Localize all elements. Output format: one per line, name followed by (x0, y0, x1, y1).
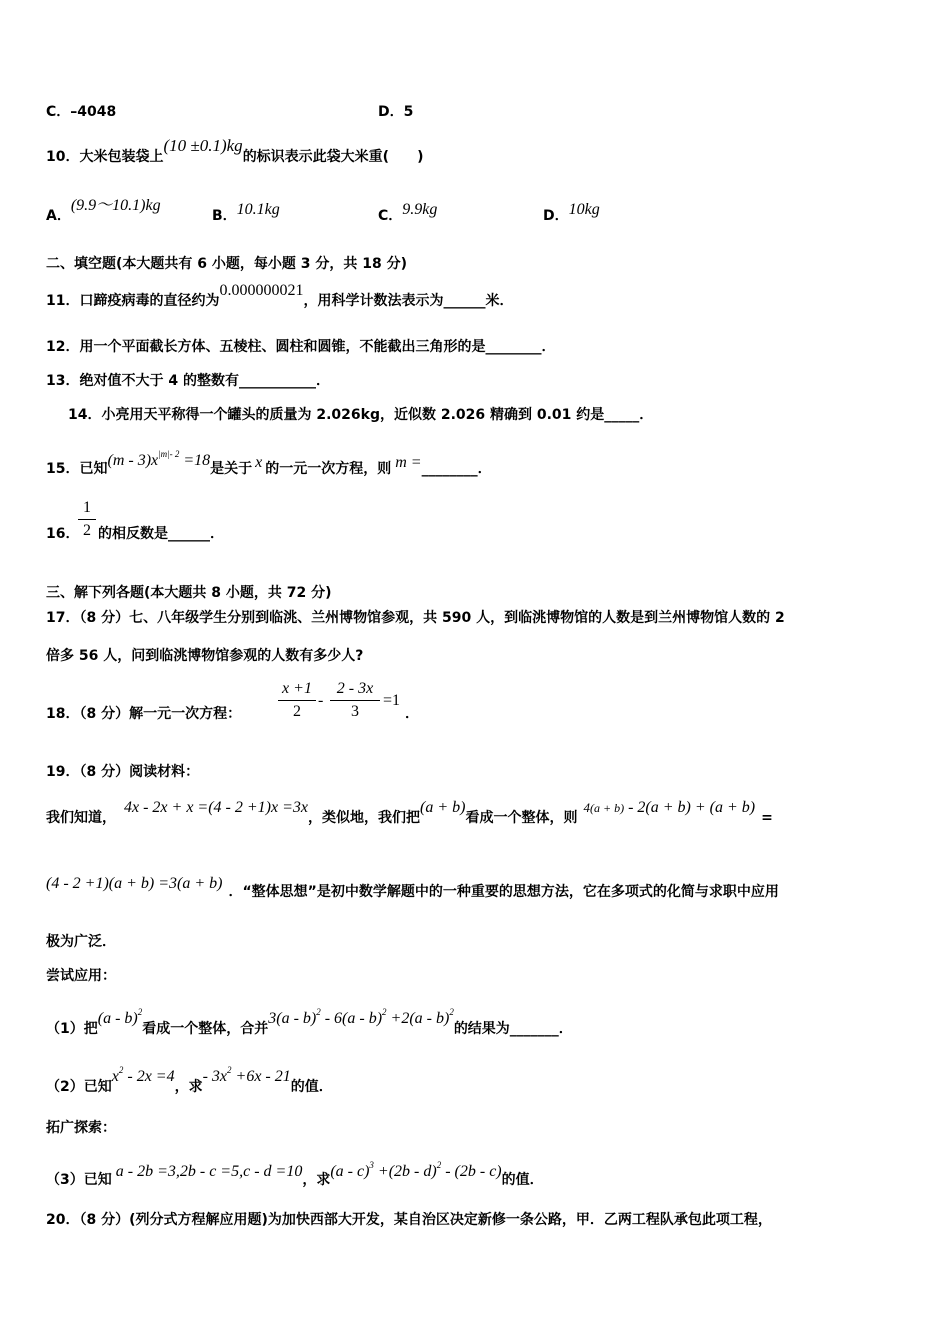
question-17-line-2: 倍多 56 人，问到临洮博物馆参观的人数有多少人? (46, 648, 364, 664)
q19-p2-prefix: （2）已知 (46, 1079, 112, 1095)
question-13: 13．绝对值不大于 4 的整数有___________． (46, 373, 330, 389)
q11-suffix: ，用科学计数法表示为______米． (303, 293, 514, 309)
q10-b-math: 10.1kg (236, 201, 280, 218)
q18-f2-denominator: 3 (351, 703, 359, 720)
q10-c-label: C． (378, 208, 403, 224)
q19-l3-text: ．“整体思想”是初中数学解题中的一种重要的思想方法，它在多项式的化简与求职中应用 (228, 884, 779, 900)
q18-f2-numerator: 2 - 3x (336, 680, 374, 697)
q10-c-math: 9.9kg (402, 201, 438, 218)
q19-p3-suffix: 的值． (501, 1172, 544, 1188)
question-12: 12．用一个平面截长方体、五棱柱、圆柱和圆锥，不能截出三角形的是________． (46, 339, 556, 355)
q19-l2-prefix: 我们知道， (46, 810, 116, 826)
q19-line-3 (46, 875, 779, 902)
q19-line-4: 极为广泛． (46, 934, 116, 950)
q19-p3-math2: (a - c)$^3$ +(2b - d)$^2$ - (2b - c) (330, 1160, 502, 1180)
section-2-heading: 二、填空题(本大题共有 6 小题，每小题 3 分，共 18 分) (46, 256, 408, 272)
q19-ext-title: 拓广探索： (46, 1120, 116, 1136)
question-11 (46, 282, 514, 311)
q19-l2-math: 4x - 2x + x =(4 - 2 +1)x =3x (124, 799, 309, 816)
section-3-heading: 三、解下列各题(本大题共 8 小题，共 72 分) (46, 585, 332, 601)
q16-suffix: 的相反数是______． (98, 526, 224, 542)
q18-prefix: 18．（8 分）解一元一次方程： (46, 706, 242, 722)
q18-f1-numerator: x +1 (282, 680, 312, 697)
q15-mid2: 的一元一次方程，则 (265, 461, 392, 477)
q18-equals: =1 (383, 692, 401, 709)
question-14: 14．小亮用天平称得一个罐头的质量为 2.026kg，近似数 2.026 精确到 0.01 约是_____． (68, 407, 654, 423)
q10-option-d (543, 201, 600, 226)
q19-l2-eq: = (761, 810, 773, 826)
q19-p1-mid: 看成一个整体，合并 (142, 1021, 269, 1037)
q19-p2-mid: ，求 (174, 1079, 203, 1095)
q15-var-x: x (255, 454, 263, 471)
q15-prefix: 15．已知 (46, 461, 108, 477)
q19-l2-mid2: 看成一个整体，则 (465, 810, 578, 826)
q19-p2-suffix: 的值． (290, 1079, 333, 1095)
q15-blank: ________． (421, 461, 492, 477)
q19-title: 19．（8 分）阅读材料： (46, 764, 200, 780)
q10-option-b (212, 201, 280, 226)
fraction-bar (78, 519, 96, 520)
q10-suffix: 的标识表示此袋大米重( ) (242, 149, 424, 165)
q15-mid: 是关于 (210, 461, 253, 477)
question-10 (46, 136, 424, 167)
q19-p3-math: a - 2b =3,2b - c =5,c - d =10 (115, 1163, 303, 1180)
q10-d-label: D． (543, 208, 569, 224)
q19-p1-prefix: （1）把 (46, 1021, 98, 1037)
q19-line-2 (46, 799, 773, 828)
q15-math: $(m - 3)x^{|m|- 2} =18$ (107, 449, 211, 469)
fraction-bar (278, 700, 316, 701)
q19-part-1 (46, 1007, 573, 1039)
q16-fraction (78, 498, 96, 541)
q10-a-math: (9.9～10.1)kg (70, 197, 161, 214)
q10-d-math: 10kg (568, 201, 600, 218)
question-17-line-1: 17．（8 分）七、八年级学生分别到临洮、兰州博物馆参观，共 590 人，到临洮博物馆的人数是到兰州博物馆人数的 2 (46, 610, 785, 626)
q18-minus: - (318, 692, 324, 709)
q11-prefix: 11．口蹄疫病毒的直径约为 (46, 293, 220, 309)
q19-l2-math2: (a + b) (420, 799, 466, 816)
q18-fraction-2 (330, 679, 380, 722)
q19-p2-math: $x^2 - 2x =4$ (111, 1065, 175, 1085)
q19-p1-math: (a - b)$^2$ (97, 1007, 143, 1027)
question-15 (46, 449, 492, 479)
q10-option-c (378, 201, 438, 226)
q10-prefix: 10．大米包装袋上 (46, 149, 164, 165)
q19-part-3 (46, 1160, 544, 1190)
q18-suffix: ． (405, 706, 419, 722)
q19-p2-math2: - $3x^2 +6x - 21$ (202, 1065, 291, 1085)
q18-f1-denominator: 2 (293, 703, 301, 720)
q10-a-label: A． (46, 208, 71, 224)
q19-p3-prefix: （3）已知 (46, 1172, 112, 1188)
q19-p3-mid: ，求 (302, 1172, 331, 1188)
q9-option-d: D．5 (378, 104, 414, 120)
q19-try-title: 尝试应用： (46, 968, 116, 984)
q10-math: (10 ±0.1)kg (163, 136, 243, 155)
q10-b-label: B． (212, 208, 237, 224)
q9-option-c: C．–4048 (46, 104, 117, 120)
q19-part-2 (46, 1065, 333, 1097)
q16-denominator: 2 (83, 522, 91, 539)
q16-numerator: 1 (83, 499, 91, 516)
q19-l3-math: (4 - 2 +1)(a + b) =3(a + b) (46, 875, 223, 892)
question-20: 20．（8 分）(列分式方程解应用题)为加快西部大开发，某自治区决定新修一条公路，甲．乙两工程队承包此项工程， (46, 1212, 772, 1228)
q11-math: 0.000000021 (219, 282, 304, 299)
q16-label: 16． (46, 526, 80, 542)
q19-l2-math3: 4(a + b) - 2(a + b) + (a + b) (583, 799, 756, 816)
q19-p1-suffix: 的结果为_______． (453, 1021, 573, 1037)
q19-p1-math2: 3(a - b)$^2$ - 6(a - b)$^2$ +2(a - b)$^2$ (268, 1007, 454, 1027)
q19-l2-mid: ，类似地，我们把 (308, 810, 421, 826)
q18-fraction-1 (278, 679, 316, 722)
fraction-bar (330, 700, 380, 701)
q15-math-m: m = (395, 454, 422, 471)
q10-option-a (46, 197, 161, 226)
